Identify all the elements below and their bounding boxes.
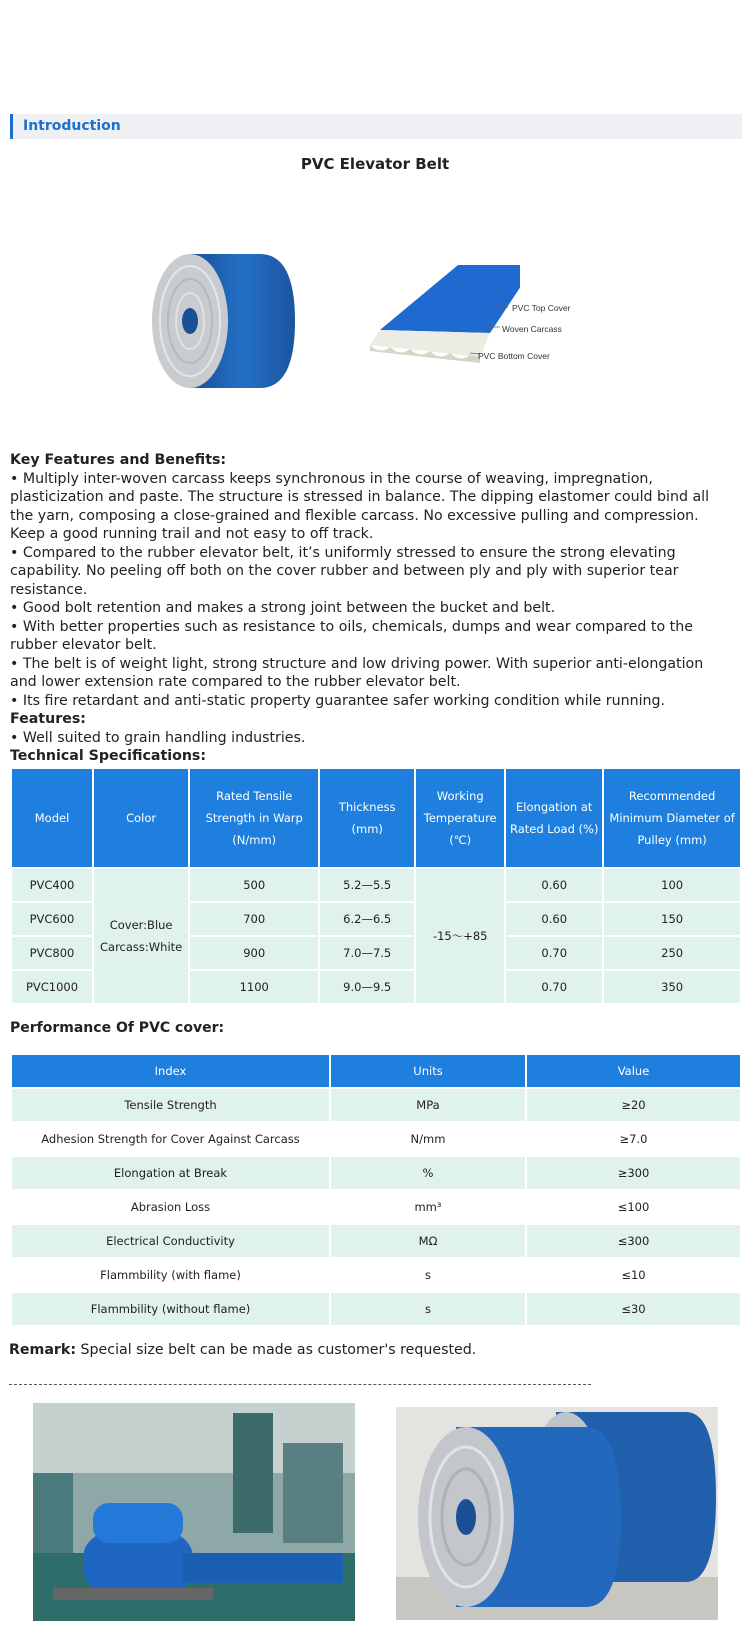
- spec-pulley: 150: [603, 902, 741, 936]
- perf-header-value: Value: [526, 1054, 741, 1088]
- spec-pulley: 100: [603, 868, 741, 902]
- spec-elongation: 0.60: [505, 902, 603, 936]
- perf-value: ≥7.0: [526, 1122, 741, 1156]
- spec-model: PVC1000: [11, 970, 93, 1004]
- belt-roll-image: [150, 246, 300, 396]
- remark-text: [9, 1342, 476, 1358]
- perf-index: Adhesion Strength for Cover Against Carcass: [11, 1122, 330, 1156]
- spec-temp: -15～+85: [415, 868, 505, 1004]
- key-feature-item: • Multiply inter-woven carcass keeps synchronous in the course of weaving, impregnation, plasticization and paste. The structure is stressed in balance. The dipping elastomer could bind all the yarn, composing a close-grained and flexible carcass. No excessive pulling and compression. Keep a good running trail and not easy to off track.: [10, 470, 710, 542]
- key-features-heading: Key Features and Benefits:: [10, 452, 227, 468]
- spec-model: PVC800: [11, 936, 93, 970]
- spec-thickness: 6.2—6.5: [319, 902, 415, 936]
- spec-model: PVC400: [11, 868, 93, 902]
- perf-value: ≥300: [526, 1156, 741, 1190]
- key-feature-item: • With better properties such as resistance to oils, chemicals, dumps and wear compared to the rubber elevator belt.: [10, 618, 693, 653]
- perf-value: ≤10: [526, 1258, 741, 1292]
- table-row: [11, 1292, 741, 1326]
- section-header-bar: [10, 114, 742, 139]
- spec-color: Cover:Blue Carcass:White: [93, 868, 189, 1004]
- spec-header-pulley: Recommended Minimum Diameter of Pulley (mm): [603, 768, 741, 868]
- spec-header-thickness: Thickness (mm): [319, 768, 415, 868]
- section-title: Introduction: [23, 118, 121, 134]
- perf-header-index: Index: [11, 1054, 330, 1088]
- feature-item: • Well suited to grain handling industries.: [10, 729, 306, 746]
- spec-header-temp: Working Temperature (℃): [415, 768, 505, 868]
- perf-units: s: [330, 1258, 526, 1292]
- table-row: [11, 868, 741, 902]
- tech-spec-heading: Technical Specifications:: [10, 748, 207, 764]
- perf-value: ≥20: [526, 1088, 741, 1122]
- spec-pulley: 250: [603, 936, 741, 970]
- features-heading: Features:: [10, 711, 86, 727]
- spec-elongation: 0.70: [505, 970, 603, 1004]
- spec-header-color: Color: [93, 768, 189, 868]
- table-row: [11, 1258, 741, 1292]
- spec-header-model: Model: [11, 768, 93, 868]
- perf-units: N/mm: [330, 1122, 526, 1156]
- perf-index: Flammbility (without flame): [11, 1292, 330, 1326]
- spec-thickness: 9.0—9.5: [319, 970, 415, 1004]
- perf-index: Tensile Strength: [11, 1088, 330, 1122]
- key-feature-item: • Compared to the rubber elevator belt, it’s uniformly stressed to ensure the strong elevating capability. No peeling off both on the cover rubber and between ply and ply with superior tear resistance.: [10, 544, 679, 598]
- perf-index: Electrical Conductivity: [11, 1224, 330, 1258]
- performance-table: [10, 1053, 742, 1327]
- table-row: [11, 1088, 741, 1122]
- spec-model: PVC600: [11, 902, 93, 936]
- key-feature-item: • Its fire retardant and anti-static property guarantee safer working condition while running.: [10, 692, 666, 709]
- dashed-divider: [9, 1384, 591, 1385]
- spec-header-row: [11, 768, 741, 868]
- perf-units: mm³: [330, 1190, 526, 1224]
- label-pvc-bottom-cover: PVC Bottom Cover: [478, 351, 550, 361]
- spec-tensile: 1100: [189, 970, 319, 1004]
- perf-units: MPa: [330, 1088, 526, 1122]
- spec-tensile: 500: [189, 868, 319, 902]
- table-row: [11, 1122, 741, 1156]
- perf-value: ≤30: [526, 1292, 741, 1326]
- spec-tensile: 900: [189, 936, 319, 970]
- table-row: [11, 1156, 741, 1190]
- spec-header-tensile: Rated Tensile Strength in Warp (N/mm): [189, 768, 319, 868]
- key-feature-item: • Good bolt retention and makes a strong joint between the bucket and belt.: [10, 600, 556, 616]
- product-title: PVC Elevator Belt: [300, 155, 450, 173]
- table-row: [11, 1190, 741, 1224]
- perf-units: MΩ: [330, 1224, 526, 1258]
- label-pvc-top-cover: PVC Top Cover: [512, 303, 571, 313]
- spec-pulley: 350: [603, 970, 741, 1004]
- key-feature-item: • The belt is of weight light, strong structure and low driving power. With superior anti-elongation and lower extension rate compared to the rubber elevator belt.: [10, 655, 704, 690]
- perf-value: ≤100: [526, 1190, 741, 1224]
- spec-header-elongation: Elongation at Rated Load (%): [505, 768, 603, 868]
- label-woven-carcass: Woven Carcass: [502, 324, 562, 334]
- table-row: [11, 1224, 741, 1258]
- perf-header-units: Units: [330, 1054, 526, 1088]
- spec-thickness: 7.0—7.5: [319, 936, 415, 970]
- spec-elongation: 0.60: [505, 868, 603, 902]
- perf-index: Abrasion Loss: [11, 1190, 330, 1224]
- perf-index: Elongation at Break: [11, 1156, 330, 1190]
- spec-tensile: 700: [189, 902, 319, 936]
- remark-label: Remark:: [9, 1342, 77, 1358]
- spec-thickness: 5.2—5.5: [319, 868, 415, 902]
- perf-index: Flammbility (with flame): [11, 1258, 330, 1292]
- perf-units: %: [330, 1156, 526, 1190]
- remark-body: Special size belt can be made as customer's requested.: [76, 1342, 477, 1358]
- perf-value: ≤300: [526, 1224, 741, 1258]
- spec-elongation: 0.70: [505, 936, 603, 970]
- features-section: [10, 451, 730, 766]
- perf-header-row: [11, 1054, 741, 1088]
- belt-rolls-photo: [396, 1407, 718, 1620]
- factory-photo: [33, 1403, 355, 1621]
- perf-units: s: [330, 1292, 526, 1326]
- tech-spec-table: [10, 767, 742, 1005]
- performance-heading: Performance Of PVC cover:: [10, 1020, 225, 1036]
